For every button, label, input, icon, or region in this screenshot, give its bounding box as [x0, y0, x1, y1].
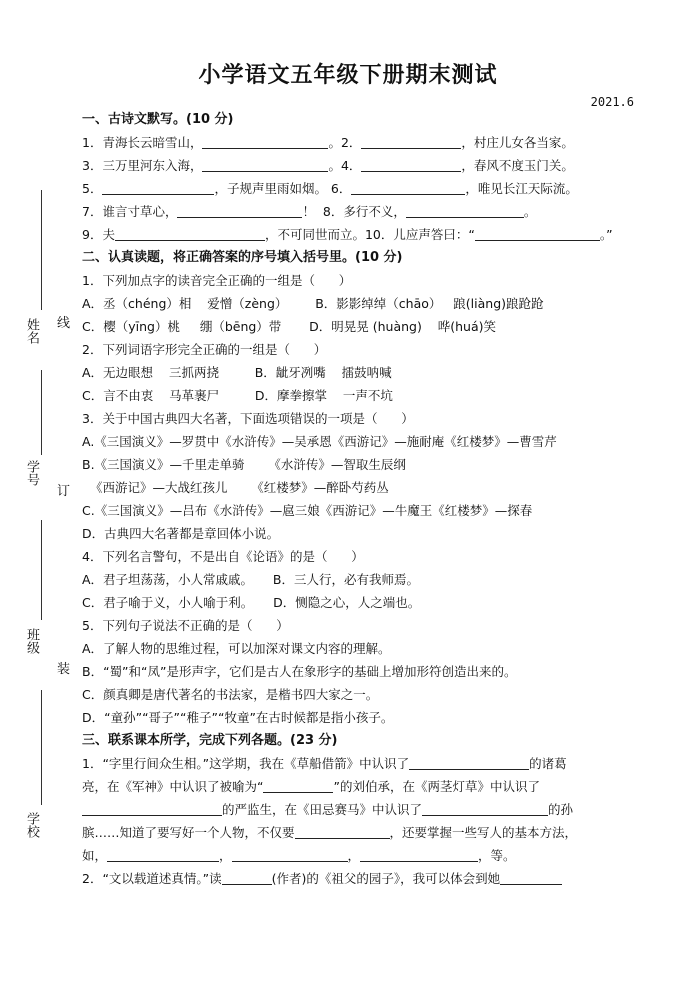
line-text: 的孙	[548, 802, 574, 817]
question-line	[82, 338, 637, 361]
question-line	[82, 706, 637, 729]
line-text: 《西游记》—大战红孩儿 《红楼梦》—醉卧芍药丛	[82, 480, 389, 495]
student-id-line	[41, 370, 42, 455]
line-text: 5．	[82, 181, 103, 196]
question-line	[82, 591, 637, 614]
line-text: C．颜真卿是唐代著名的书法家，是楷书四大家之一。	[82, 687, 379, 702]
answer-blank[interactable]	[202, 134, 328, 149]
question-line	[82, 269, 637, 292]
binding-margin	[0, 0, 80, 983]
answer-blank[interactable]	[500, 870, 562, 885]
line-text: 三、联系课本所学，完成下列各题。(23 分)	[82, 733, 338, 748]
line-text: A．丞（chéng）相 爱憎（zèng） B．影影绰绰（chāo） 踉(liàng)踉跄跄	[82, 296, 544, 311]
line-text: 1．下列加点字的读音完全正确的一组是（ ）	[82, 273, 352, 288]
line-text: B.《三国演义》—千里走单骑 《水浒传》—智取生辰纲	[82, 457, 406, 472]
answer-blank[interactable]	[222, 870, 272, 885]
question-line	[82, 637, 637, 660]
answer-blank[interactable]	[422, 801, 548, 816]
line-text: ，唯见长江天际流。	[465, 181, 578, 196]
line-text: B．“蜀”和“凤”是形声字，它们是古人在象形字的基础上增加形符创造出来的。	[82, 664, 517, 679]
line-text: 5．下列句子说法不正确的是（ ）	[82, 618, 289, 633]
line-text: 二、认真读题，将正确答案的序号填入括号里。(10 分)	[82, 250, 403, 265]
question-line	[82, 867, 637, 890]
line-text: ，	[219, 848, 232, 863]
question-line	[82, 154, 637, 177]
line-text: 4．下列名言警句，不是出自《论语》的是（ ）	[82, 549, 364, 564]
line-text: A．君子坦荡荡，小人常戚戚。 B．三人行，必有我师焉。	[82, 572, 419, 587]
question-line	[82, 752, 637, 775]
question-line	[82, 131, 637, 154]
answer-blank[interactable]	[361, 157, 461, 172]
school-label: 学校	[24, 812, 39, 838]
line-text: D．古典四大名著都是章回体小说。	[82, 526, 280, 541]
line-text: 7．谁言寸草心，	[82, 204, 178, 219]
line-text: A.《三国演义》—罗贯中《水浒传》—吴承恩《西游记》—施耐庵《红楼梦》—曹雪芹	[82, 434, 557, 449]
section-heading	[82, 108, 637, 131]
class-line	[41, 520, 42, 620]
line-text: 3．三万里河东入海，	[82, 158, 203, 173]
line-text: ，等。	[478, 848, 516, 863]
line-text: ”的刘伯承，在《两茎灯草》中认识了	[333, 779, 540, 794]
line-text: D．“童孙”“哥子”“稚子”“牧童”在古时候都是指小孩子。	[82, 710, 394, 725]
line-text: 如，	[82, 848, 108, 863]
line-text: ！ 8．多行不义，	[302, 204, 406, 219]
question-line	[82, 844, 637, 867]
section-heading	[82, 729, 637, 752]
question-line	[82, 223, 637, 246]
line-text: C．樱（yīng）桃 绷（bēng）带 D．明晃晃 (huàng) 哗(huá)笑	[82, 319, 496, 334]
line-text: 9．夫	[82, 227, 115, 242]
line-text: 3．关于中国古典四大名著，下面选项错误的一项是（ ）	[82, 411, 414, 426]
answer-blank[interactable]	[115, 226, 265, 241]
line-text: 2．“文以载道述真情。”读	[82, 871, 222, 886]
line-text: 1．“字里行间众生相。”这学期，我在《草船借箭》中认识了	[82, 756, 410, 771]
exam-title: 小学语文五年级下册期末测试	[198, 62, 498, 88]
question-line	[82, 200, 637, 223]
line-text: ，不可同世而立。10．儿应声答曰：“	[264, 227, 475, 242]
answer-blank[interactable]	[409, 755, 529, 770]
answer-blank[interactable]	[406, 203, 524, 218]
question-line	[82, 177, 637, 200]
question-line	[82, 798, 637, 821]
question-line	[82, 568, 637, 591]
question-line	[82, 315, 637, 338]
binding-line-char: 线	[57, 316, 71, 331]
answer-blank[interactable]	[82, 801, 222, 816]
line-text: C．言不由衷 马革裹尸 D．摩拳擦掌 一声不坑	[82, 388, 393, 403]
question-line	[82, 522, 637, 545]
exam-content	[82, 108, 637, 890]
line-text: 亮，在《军神》中认识了被喻为“	[82, 779, 264, 794]
line-text: (作者)的《祖父的园子》，我可以体会到她	[271, 871, 501, 886]
question-line	[82, 292, 637, 315]
question-line	[82, 476, 637, 499]
answer-blank[interactable]	[202, 157, 328, 172]
line-text: 膑……知道了要写好一个人物，不仅要	[82, 825, 295, 840]
line-text: ，春风不度玉门关。	[461, 158, 574, 173]
line-text: ，	[347, 848, 361, 863]
answer-blank[interactable]	[361, 134, 461, 149]
answer-blank[interactable]	[295, 824, 390, 839]
line-text: ，村庄儿女各当家。	[461, 135, 574, 150]
answer-blank[interactable]	[351, 180, 465, 195]
question-line	[82, 430, 637, 453]
line-text: A．了解人物的思维过程，可以加深对课文内容的理解。	[82, 641, 391, 656]
line-text: 。2．	[328, 135, 362, 150]
line-text: 的严监生，在《田忌赛马》中认识了	[222, 802, 423, 817]
name-label: 姓名	[24, 318, 39, 344]
line-text: ，子规声里雨如烟。 6．	[214, 181, 352, 196]
answer-blank[interactable]	[107, 847, 219, 862]
section-heading	[82, 246, 637, 269]
exam-date: 2021.6	[590, 95, 634, 109]
binding-staple-char: 订	[57, 484, 71, 499]
question-line	[82, 821, 637, 844]
answer-blank[interactable]	[475, 226, 600, 241]
line-text: 一、古诗文默写。(10 分)	[82, 112, 234, 127]
question-line	[82, 361, 637, 384]
line-text: 。”	[599, 227, 613, 242]
question-line	[82, 545, 637, 568]
question-line	[82, 683, 637, 706]
question-line	[82, 775, 637, 798]
name-line	[41, 190, 42, 310]
line-text: A．无边眼想 三抓两挠 B．龇牙冽嘴 擂鼓呐喊	[82, 365, 392, 380]
line-text: C．君子喻于义，小人喻于利。 D．恻隐之心，人之端也。	[82, 595, 421, 610]
line-text: C.《三国演义》—吕布《水浒传》—扈三娘《西游记》—牛魔王《红楼梦》—探春	[82, 503, 533, 518]
school-line	[41, 690, 42, 805]
question-line	[82, 407, 637, 430]
answer-blank[interactable]	[263, 778, 333, 793]
line-text: 1．青海长云暗雪山，	[82, 135, 203, 150]
answer-blank[interactable]	[102, 180, 214, 195]
question-line	[82, 614, 637, 637]
binding-bind-char: 装	[57, 662, 71, 677]
line-text: 。4．	[328, 158, 362, 173]
question-line	[82, 453, 637, 476]
line-text: 。	[523, 204, 537, 219]
line-text: ，还要掌握一些写人的基本方法，	[389, 825, 578, 840]
line-text: 2．下列词语字形完全正确的一组是（ ）	[82, 342, 327, 357]
answer-blank[interactable]	[360, 847, 478, 862]
answer-blank[interactable]	[177, 203, 302, 218]
student-id-label: 学号	[24, 460, 39, 486]
question-line	[82, 499, 637, 522]
answer-blank[interactable]	[232, 847, 348, 862]
class-label: 班级	[24, 628, 39, 654]
line-text: 的诸葛	[529, 756, 567, 771]
question-line	[82, 660, 637, 683]
question-line	[82, 384, 637, 407]
